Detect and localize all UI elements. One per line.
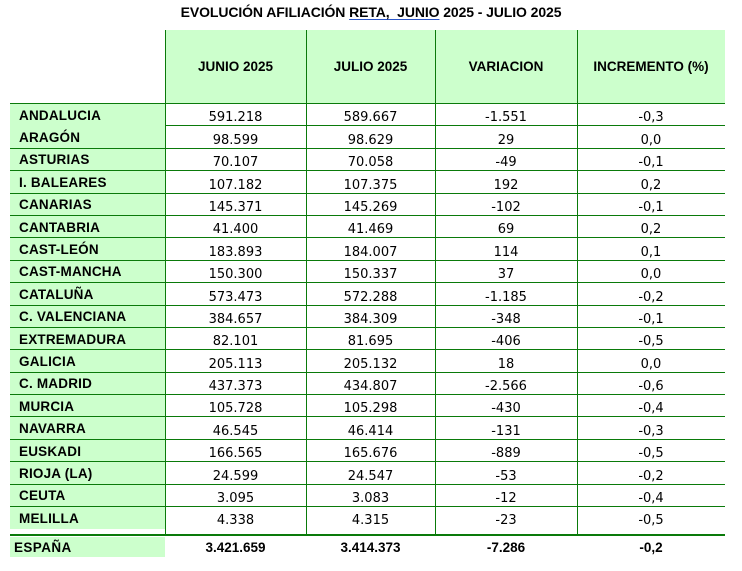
incremento-value: -0,2	[638, 289, 664, 305]
variacion-value: 192	[493, 177, 519, 193]
julio-value: 107.375	[343, 177, 398, 193]
column-header-incremento: INCREMENTO (%)	[593, 59, 709, 74]
variacion-value: -102	[491, 199, 521, 215]
junio-value: 82.101	[212, 334, 259, 350]
total-label: ESPAÑA	[10, 537, 165, 557]
junio-value: 107.182	[208, 177, 263, 193]
table-row	[10, 350, 725, 372]
junio-value: 145.371	[208, 199, 263, 215]
table-row	[10, 216, 725, 238]
incremento-value: 0,0	[640, 132, 662, 148]
junio-value: 105.728	[208, 401, 263, 417]
table-row	[10, 149, 725, 171]
julio-value: 434.807	[343, 379, 398, 395]
variacion-value: -406	[491, 334, 521, 350]
incremento-value: -0,4	[638, 491, 664, 507]
region-name: ARAGÓN	[10, 126, 165, 148]
region-name: GALICIA	[10, 350, 165, 372]
julio-value: 70.058	[347, 155, 394, 171]
junio-value: 591.218	[208, 110, 263, 126]
total-junio: 3.421.659	[205, 539, 266, 555]
junio-value: 98.599	[212, 132, 259, 148]
julio-value: 41.469	[347, 222, 394, 238]
junio-value: 437.373	[208, 379, 263, 395]
variacion-value: -1.185	[485, 289, 527, 305]
junio-value: 70.107	[212, 155, 259, 171]
variacion-value: 18	[497, 356, 515, 372]
total-incremento: -0,2	[639, 539, 663, 555]
julio-value: 572.288	[343, 289, 398, 305]
junio-value: 183.893	[208, 244, 263, 260]
table-row	[10, 261, 725, 283]
table-row	[10, 238, 725, 260]
junio-value: 3.095	[216, 491, 255, 507]
junio-value: 573.473	[208, 289, 263, 305]
variacion-value: 37	[497, 267, 515, 283]
region-name: CEUTA	[10, 485, 165, 507]
variacion-value: 69	[497, 222, 515, 238]
variacion-value: -348	[491, 311, 521, 327]
total-row	[10, 537, 725, 557]
incremento-value: -0,1	[638, 311, 664, 327]
julio-value: 3.083	[351, 491, 390, 507]
incremento-value: 0,0	[640, 267, 662, 283]
incremento-value: -0,3	[638, 423, 664, 439]
junio-value: 24.599	[212, 468, 259, 484]
incremento-value: 0,2	[640, 222, 662, 238]
total-julio: 3.414.373	[340, 539, 401, 555]
region-name: EXTREMADURA	[10, 328, 165, 350]
region-name: CANARIAS	[10, 194, 165, 216]
region-name: ASTURIAS	[10, 149, 165, 171]
region-name: ANDALUCIA	[10, 104, 165, 126]
julio-value: 205.132	[343, 356, 398, 372]
incremento-value: -0,2	[638, 468, 664, 484]
variacion-value: -23	[495, 513, 517, 529]
junio-value: 46.545	[212, 423, 259, 439]
incremento-value: -0,4	[638, 401, 664, 417]
title-prefix: EVOLUCIÓN AFILIACIÓN	[180, 4, 350, 20]
incremento-value: -0,6	[638, 379, 664, 395]
page-title	[0, 4, 742, 20]
table-row	[10, 395, 725, 417]
data-table-body	[10, 104, 725, 529]
region-name: CAST-LEÓN	[10, 238, 165, 260]
region-name: CATALUÑA	[10, 283, 165, 305]
julio-value: 4.315	[351, 513, 390, 529]
julio-value: 165.676	[343, 446, 398, 462]
junio-value: 150.300	[208, 267, 263, 283]
incremento-value: -0,5	[638, 446, 664, 462]
region-name: C. VALENCIANA	[10, 306, 165, 328]
total-divider	[10, 534, 725, 536]
table-row	[10, 373, 725, 395]
incremento-value: 0,2	[640, 177, 662, 193]
variacion-value: 29	[497, 132, 515, 148]
region-name: NAVARRA	[10, 417, 165, 439]
junio-value: 384.657	[208, 311, 263, 327]
column-header-variacion: VARIACION	[468, 59, 544, 74]
region-name: CAST-MANCHA	[10, 261, 165, 283]
incremento-value: -0,1	[638, 199, 664, 215]
incremento-value: -0,3	[638, 110, 664, 126]
table-row	[10, 485, 725, 507]
region-name: EUSKADI	[10, 440, 165, 462]
column-header-junio: JUNIO 2025	[197, 59, 274, 74]
table-row	[10, 126, 725, 148]
variacion-value: -430	[491, 401, 521, 417]
junio-value: 41.400	[212, 222, 259, 238]
junio-value: 4.338	[216, 513, 255, 529]
region-name: I. BALEARES	[10, 171, 165, 193]
table-row	[10, 283, 725, 305]
region-name: RIOJA (LA)	[10, 462, 165, 484]
julio-value: 589.667	[343, 110, 398, 126]
table-row	[10, 306, 725, 328]
variacion-value: -12	[495, 491, 517, 507]
variacion-value: -53	[495, 468, 517, 484]
table-row	[10, 440, 725, 462]
table-row	[10, 194, 725, 216]
junio-value: 205.113	[208, 356, 263, 372]
julio-value: 184.007	[343, 244, 398, 260]
region-name: CANTABRIA	[10, 216, 165, 238]
incremento-value: 0,0	[640, 356, 662, 372]
variacion-value: 114	[493, 244, 519, 260]
variacion-value: -49	[495, 155, 517, 171]
variacion-value: -131	[491, 423, 521, 439]
julio-value: 105.298	[343, 401, 398, 417]
title-suffix: 2025 - JULIO 2025	[439, 4, 562, 20]
julio-value: 24.547	[347, 468, 394, 484]
table-row	[10, 417, 725, 439]
julio-value: 98.629	[347, 132, 394, 148]
julio-value: 384.309	[343, 311, 398, 327]
variacion-value: -1.551	[485, 110, 527, 126]
variacion-value: -889	[491, 446, 521, 462]
table-row	[10, 507, 725, 529]
incremento-value: 0,1	[640, 244, 662, 260]
julio-value: 81.695	[347, 334, 394, 350]
julio-value: 150.337	[343, 267, 398, 283]
total-variacion: -7.286	[486, 539, 526, 555]
incremento-value: -0,1	[638, 155, 664, 171]
region-name: C. MADRID	[10, 373, 165, 395]
junio-value: 166.565	[208, 446, 263, 462]
incremento-value: -0,5	[638, 334, 664, 350]
table-row	[10, 462, 725, 484]
title-underlined-text: RETA, JUNIO	[349, 4, 440, 20]
incremento-value: -0,5	[638, 513, 664, 529]
variacion-value: -2.566	[485, 379, 527, 395]
table-row	[10, 104, 725, 126]
region-name: MURCIA	[10, 395, 165, 417]
table-row	[10, 171, 725, 193]
column-header-julio: JULIO 2025	[333, 59, 408, 74]
julio-value: 46.414	[347, 423, 394, 439]
table-row	[10, 328, 725, 350]
julio-value: 145.269	[343, 199, 398, 215]
region-name: MELILLA	[10, 507, 165, 529]
